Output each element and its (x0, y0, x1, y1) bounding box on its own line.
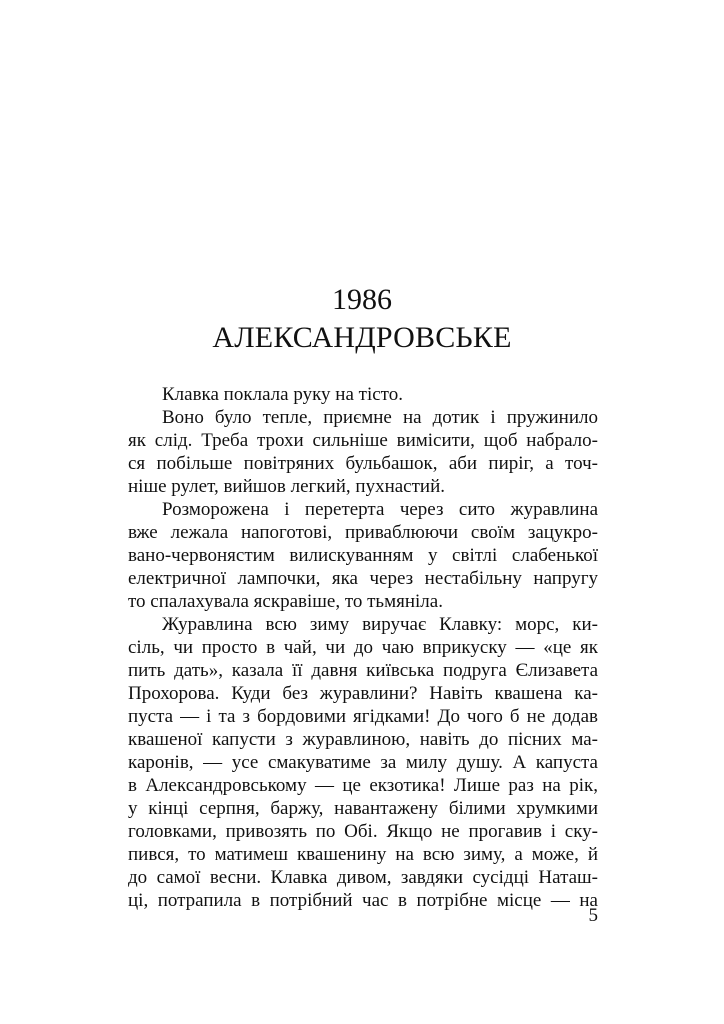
text-line: Розморожена і перетерта через сито журавлина (162, 499, 598, 520)
text-line: ніше рулет, вийшов легкий, пухнастий. (128, 476, 445, 497)
chapter-title: АЛЕКСАНДРОВСЬКЕ (212, 321, 512, 354)
chapter-year: 1986 (332, 283, 392, 316)
text-line: в Александровському — це екзотика! Лише раз на рік, (128, 775, 598, 796)
text-line: каронів, — усе смакуватиме за милу душу. А капуста (128, 752, 598, 773)
text-line: пився, то матимеш квашенину на всю зиму, а може, й (128, 844, 598, 865)
text-line: до самої весни. Клавка дивом, завдяки сусідці Наташ- (128, 867, 598, 888)
text-line: сіль, чи просто в чай, чи до чаю вприкуску — «це як (128, 637, 598, 658)
text-line: Воно було тепле, приємне на дотик і пружинило (162, 407, 598, 428)
text-line: головками, привозять по Обі. Якщо не прогавив і ску- (128, 821, 598, 842)
text-line: у кінці серпня, баржу, навантажену білими хрумкими (128, 798, 598, 819)
text-line: Журавлина всю зиму виручає Клавку: морс, ки- (162, 614, 598, 635)
text-line: квашеної капусти з журавлиною, навіть до пісних ма- (128, 729, 598, 750)
text-line: пить дать», казала її давня київська подруга Єлизавета (128, 660, 598, 681)
text-line: ся побільше повітряних бульбашок, аби пиріг, а точ- (128, 453, 598, 474)
page-number: 5 (588, 905, 598, 926)
text-line: вано-червонястим вилискуванням у світлі слабенької (128, 545, 598, 566)
text-line: електричної лампочки, яка через нестабільну напругу (128, 568, 598, 589)
text-line: як слід. Треба трохи сильніше вимісити, щоб набрало- (128, 430, 598, 451)
text-line: вже лежала напоготові, приваблюючи своїм зацукро- (128, 522, 598, 543)
text-line: Клавка поклала руку на тісто. (162, 384, 403, 405)
text-line: Прохорова. Куди без журавлини? Навіть квашена ка- (128, 683, 598, 704)
text-line: то спалахувала яскравіше, то тьмяніла. (128, 591, 443, 612)
text-line: пуста — і та з бордовими ягідками! До чого б не додав (128, 706, 598, 727)
text-line: ці, потрапила в потрібний час в потрібне місце — на (128, 890, 598, 911)
